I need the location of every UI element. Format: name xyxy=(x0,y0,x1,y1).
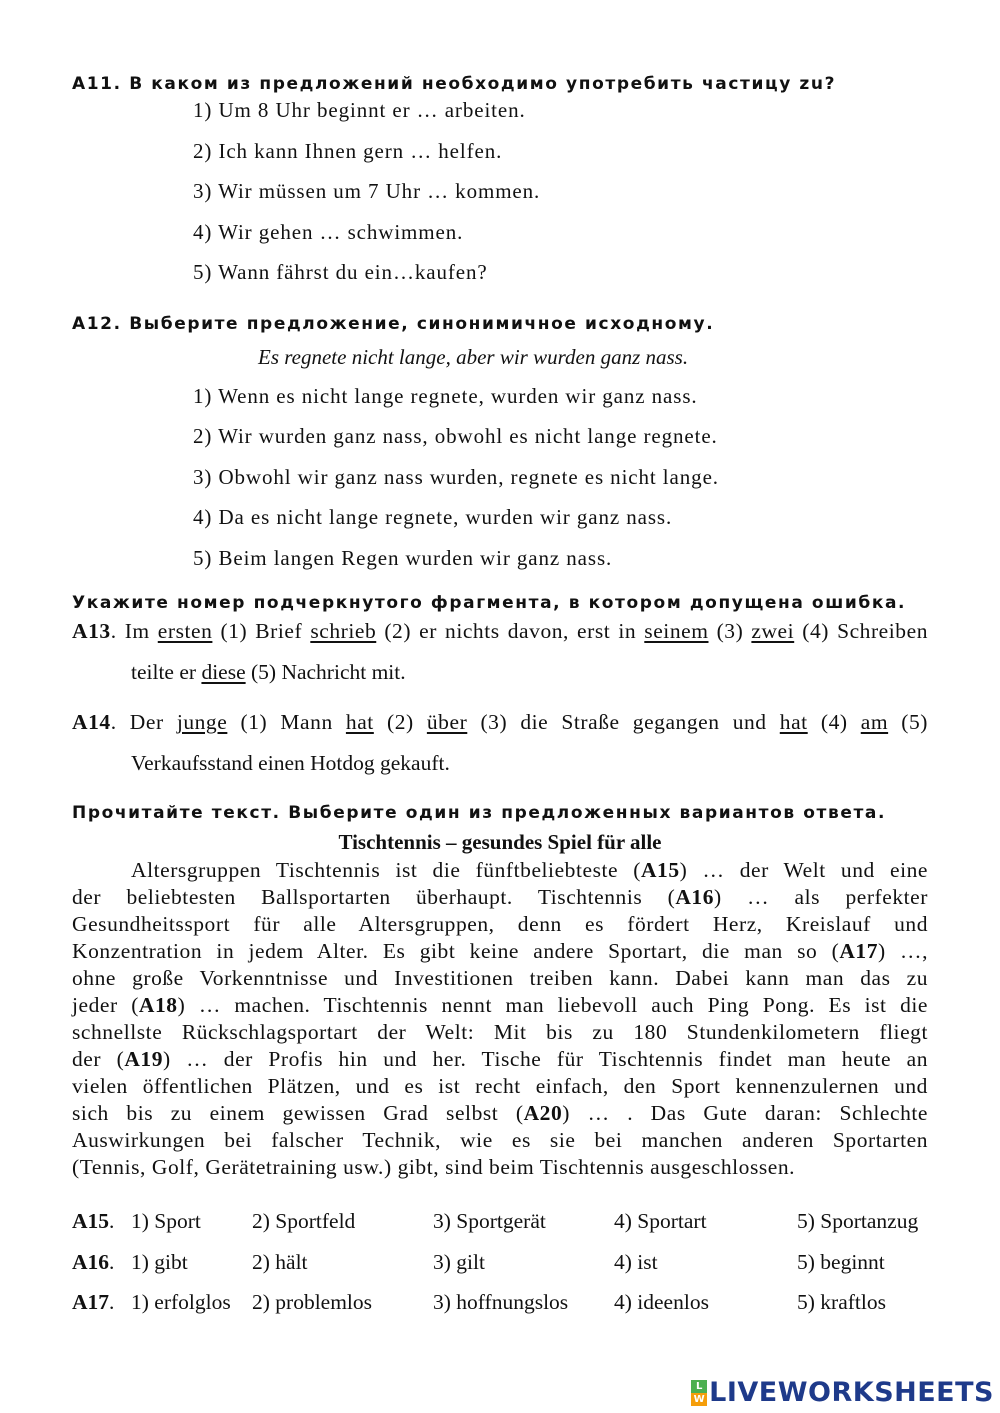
answer-option: 2) Sportfeld xyxy=(252,1209,356,1233)
a13-fragment-5: diese xyxy=(201,660,246,684)
gap-label: A16 xyxy=(675,885,715,909)
a12-option-1: 1) Wenn es nicht lange regnete, wurden wir ganz nass. xyxy=(193,384,698,408)
a11-option-4: 4) Wir gehen … schwimmen. xyxy=(193,220,464,244)
liveworksheets-logo xyxy=(691,1377,994,1408)
answer-option: 3) Sportgerät xyxy=(433,1209,546,1233)
answer-option: 1) erfolglos xyxy=(131,1290,231,1314)
answer-option: 4) ist xyxy=(614,1250,658,1274)
answer-row-label: A15. xyxy=(72,1209,115,1233)
reading-line: der (A19) … der Profis hin und her. Tische für Tischtennis findet man heute an xyxy=(72,1047,928,1071)
reading-line: Altersgruppen Tischtennis ist die fünftbeliebteste (A15) … der Welt und eine xyxy=(131,858,928,882)
reading-line: (Tennis, Golf, Gerätetraining usw.) gibt, sind beim Tischtennis ausgeschlossen. xyxy=(72,1155,796,1179)
a13-fragment-1: ersten xyxy=(157,619,213,643)
answer-option: 3) gilt xyxy=(433,1250,485,1274)
gap-label: A17 xyxy=(839,939,879,963)
a11-option-1: 1) Um 8 Uhr beginnt er … arbeiten. xyxy=(193,98,526,122)
reading-heading: Прочитайте текст. Выберите один из предложенных вариантов ответа. xyxy=(72,803,887,823)
errors-heading: Укажите номер подчеркнутого фрагмента, в котором допущена ошибка. xyxy=(72,593,907,613)
a11-option-2: 2) Ich kann Ihnen gern … helfen. xyxy=(193,139,503,163)
answer-option: 2) problemlos xyxy=(252,1290,373,1314)
logo-text: LIVEWORKSHEETS xyxy=(709,1377,994,1408)
a14-fragment-5: am xyxy=(860,710,889,734)
reading-title: Tischtennis – gesundes Spiel für alle xyxy=(338,830,662,854)
a13-label: A13 xyxy=(72,619,111,643)
a11-option-3: 3) Wir müssen um 7 Uhr … kommen. xyxy=(193,179,541,203)
answer-option: 5) Sportanzug xyxy=(797,1209,919,1233)
answer-option: 5) beginnt xyxy=(797,1250,885,1274)
a12-option-2: 2) Wir wurden ganz nass, obwohl es nicht lange regnete. xyxy=(193,424,718,448)
a14-line-1: A14. Der junge (1) Mann hat (2) über (3) die Straße gegangen und hat (4) am (5) xyxy=(72,710,929,734)
a12-option-5: 5) Beim langen Regen wurden wir ganz nass. xyxy=(193,546,613,570)
a13-fragment-3: seinem xyxy=(644,619,709,643)
answer-option: 1) Sport xyxy=(131,1209,201,1233)
reading-line: schnellste Rückschlagsportart der Welt: Mit bis zu 180 Stundenkilometern fliegt xyxy=(72,1020,928,1044)
reading-line: Gesundheitssport für alle Altersgruppen, denn es fördert Herz, Kreislauf und xyxy=(72,912,928,936)
reading-line: Auswirkungen bei falscher Technik, wie es sie bei manchen anderen Sportarten xyxy=(72,1128,928,1152)
gap-label: A15 xyxy=(640,858,680,882)
reading-line: ohne große Vorkenntnisse und Investitionen treiben kann. Dabei kann man das zu xyxy=(72,966,928,990)
answer-option: 5) kraftlos xyxy=(797,1290,886,1314)
a14-fragment-1: junge xyxy=(176,710,228,734)
a12-option-4: 4) Da es nicht lange regnete, wurden wir ganz nass. xyxy=(193,505,673,529)
answer-option: 2) hält xyxy=(252,1250,308,1274)
reading-line: Konzentration in jedem Alter. Es gibt keine andere Sportart, die man so (A17) …, xyxy=(72,939,928,963)
answer-option: 4) Sportart xyxy=(614,1209,707,1233)
gap-label: A18 xyxy=(138,993,178,1017)
answer-row-label: A17. xyxy=(72,1290,115,1314)
answer-option: 1) gibt xyxy=(131,1250,188,1274)
a14-line-2: Verkaufsstand einen Hotdog gekauft. xyxy=(131,751,450,775)
a11-option-5: 5) Wann fährst du ein…kaufen? xyxy=(193,260,488,284)
reading-line: vielen öffentlichen Plätzen, und es ist recht einfach, den Sport kennenzulernen und xyxy=(72,1074,928,1098)
a14-fragment-3: über xyxy=(426,710,468,734)
answer-row-label: A16. xyxy=(72,1250,115,1274)
a14-fragment-2: hat xyxy=(345,710,374,734)
gap-label: A19 xyxy=(124,1047,164,1071)
reading-line: der beliebtesten Ballsportarten überhaupt. Tischtennis (A16) … als perfekter xyxy=(72,885,928,909)
a14-label: A14 xyxy=(72,710,111,734)
answer-option: 3) hoffnungslos xyxy=(433,1290,569,1314)
a12-heading: A12. Выберите предложение, синонимичное исходному. xyxy=(72,314,715,334)
logo-badge-icon: L W xyxy=(691,1380,707,1406)
a12-option-3: 3) Obwohl wir ganz nass wurden, regnete es nicht lange. xyxy=(193,465,719,489)
reading-line: jeder (A18) … machen. Tischtennis nennt man liebevoll auch Ping Pong. Es ist die xyxy=(72,993,928,1017)
a14-fragment-4: hat xyxy=(779,710,808,734)
a13-fragment-4: zwei xyxy=(751,619,795,643)
answer-option: 4) ideenlos xyxy=(614,1290,709,1314)
reading-line: sich bis zu einem gewissen Grad selbst (A20) … . Das Gute daran: Schlechte xyxy=(72,1101,929,1125)
a13-line-1: A13. Im ersten (1) Brief schrieb (2) er nichts davon, erst in seinem (3) zwei (4) Schreiben xyxy=(72,619,928,643)
a13-line-2: teilte er diese (5) Nachricht mit. xyxy=(131,660,406,684)
a13-fragment-2: schrieb xyxy=(310,619,377,643)
a12-source-sentence: Es regnete nicht lange, aber wir wurden ganz nass. xyxy=(258,345,689,369)
a11-heading: A11. В каком из предложений необходимо употребить частицу zu? xyxy=(72,74,837,94)
gap-label: A20 xyxy=(523,1101,563,1125)
